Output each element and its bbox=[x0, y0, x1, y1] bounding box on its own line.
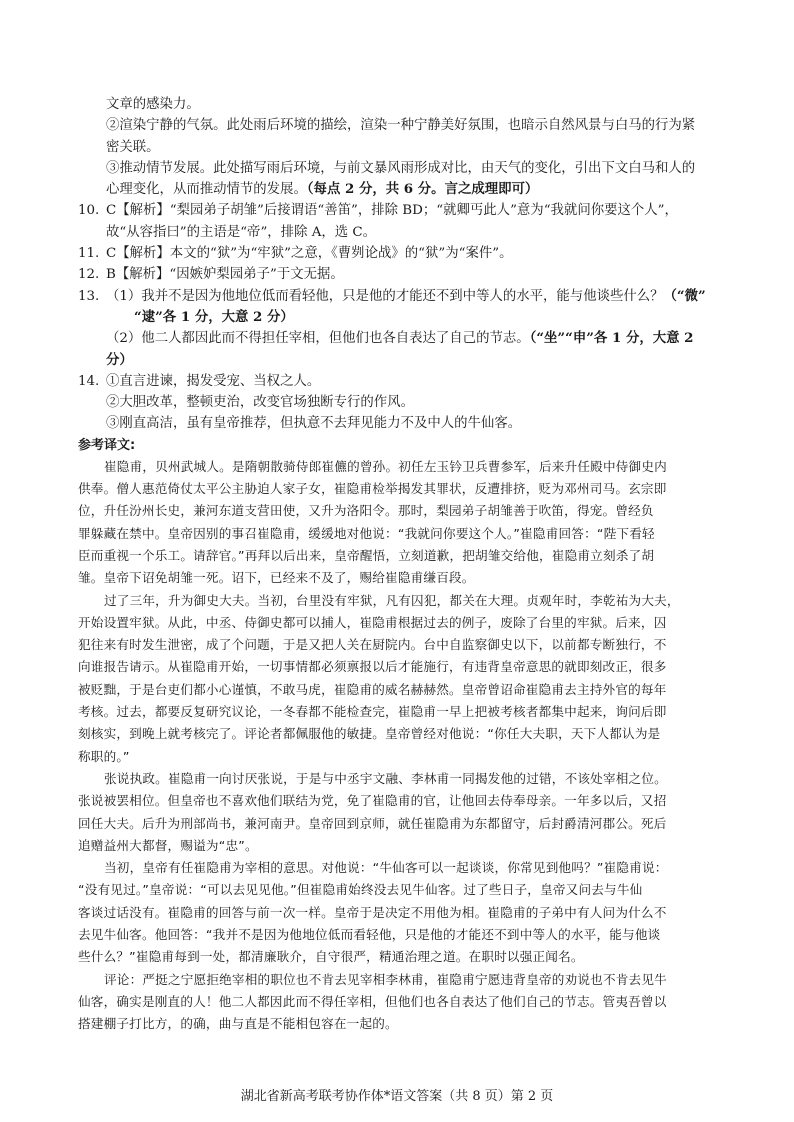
scoring-note: （“微” bbox=[663, 287, 706, 304]
text-line bbox=[106, 328, 726, 349]
translation-line: 过了三年，升为御史大夫。当初，台里没有牢狱，凡有囚犯，都关在大理。贞观年时，李乾祐为大夫， bbox=[104, 592, 680, 608]
text-line: 故“从容指曰”的主语是“帝”，排除 A，选 C。 bbox=[106, 224, 377, 240]
translation-line: 雏。皇帝下诏免胡雏一死。诏下，已经来不及了，赐给崔隐甫缣百段。 bbox=[78, 570, 475, 586]
question-number: 10. bbox=[78, 203, 100, 219]
translation-line: 考核。过去，都要反复研究议论，一冬春都不能检查完，崔隐甫一早上把被考核者都集中起来，询问后即 bbox=[78, 704, 667, 720]
page-footer: 湖北省新高考联考协作体*语文答案（共 8 页）第 2 页 bbox=[240, 1089, 554, 1104]
translation-line: 犯往来有时发生泄密，成了个问题，于是又把人关在厨院内。台中自监察御史以下，以前都专断独行，不 bbox=[78, 637, 667, 653]
translation-line: 崔隐甫，贝州武城人。是隋朝散骑侍郎崔儦的曾孙。初任左玉钤卫兵曹参军，后来升任殿中侍御史内 bbox=[104, 458, 667, 474]
text-span: （1）我并不是因为他地位低而看轻他，只是他的才能还不到中等人的水平，能与他谈些什么？ bbox=[106, 288, 664, 304]
translation-line: 供奉。僧人惠范倚仗太平公主胁迫人家子女，崔隐甫检举揭发其罪状，反遭排挤，贬为邓州司马。玄宗即 bbox=[78, 481, 667, 497]
scoring-note: （“坐”“申”各 1 分，大意 2 bbox=[529, 330, 694, 347]
translation-line: 客谈过话没有。崔隐甫的回答与前一次一样。皇帝于是决定不用他为相。崔隐甫的子弟中有人问为什么不 bbox=[78, 904, 667, 920]
translation-line: 去见牛仙客。他回答：“我并不是因为他地位低而看轻他，只是他的才能还不到中等人的水平，能与他谈 bbox=[78, 926, 661, 942]
text-line: 密关联。 bbox=[106, 139, 160, 155]
text-line: ②大胆改革，整顿吏治，改变官场独断专行的作风。 bbox=[106, 395, 414, 411]
translation-line: 追赠益州大都督，赐谥为“忠”。 bbox=[78, 837, 258, 853]
question-11 bbox=[78, 243, 726, 264]
question-13 bbox=[78, 286, 726, 371]
scoring-note: （每点 2 分，共 6 分。言之成理即可） bbox=[306, 181, 539, 198]
translation-heading: 参考译文: bbox=[78, 437, 136, 453]
text-line: B【解析】“因嫉妒梨园弟子”于文无据。 bbox=[106, 267, 344, 283]
scoring-note: “逮”各 1 分，大意 2 分） bbox=[134, 308, 294, 325]
translation-line: 张说执政。崔隐甫一向讨厌张说，于是与中丞宇文融、李林甫一同揭发他的过错，不该处宰相之位。 bbox=[104, 770, 667, 786]
text-line: ①直言进谏，揭发受宠、当权之人。 bbox=[106, 373, 321, 389]
translation-line: 些什么？”崔隐甫每到一处，都清廉耿介，自守很严，精通治理之道。在职时以强正闻名。 bbox=[78, 949, 584, 965]
text-line: ③刚直高洁，虽有皇帝推荐，但执意不去拜见能力不及中人的牛仙客。 bbox=[106, 416, 522, 432]
question-12 bbox=[78, 264, 726, 285]
translation-line: 位，升任汾州长史，兼河东道支营田使，又升为洛阳令。那时，梨园弟子胡雏善于吹笛，得宠。曾经负 bbox=[78, 503, 654, 519]
translation-line: 被贬黜，于是台吏们都小心谨慎，不敢马虎，崔隐甫的威名赫赫然。皇帝曾诏命崔隐甫去主持外官的每年 bbox=[78, 681, 667, 697]
translation-line: 搭建棚子打比方，的确，曲与直是不能相包容在一起的。 bbox=[78, 1016, 398, 1032]
text-line: ②渲染宁静的气氛。此处雨后环境的描绘，渲染一种宁静美好氛围，也暗示自然风景与白马的行为紧 bbox=[106, 118, 696, 134]
page-content bbox=[78, 94, 726, 1035]
translation-line: “没有见过。”皇帝说：“可以去见见他。”但崔隐甫始终没去见牛仙客。过了些日子，皇帝又问去与牛仙 bbox=[78, 882, 643, 898]
translation-line: 张说被罢相位。但皇帝也不喜欢他们联结为党，免了崔隐甫的官，让他回去侍奉母亲。一年多以后，又招 bbox=[78, 793, 667, 809]
text-line: C【解析】“梨园弟子胡雏”后接谓语“善笛”，排除 BD；“就卿丐此人”意为“我就问你要这个人”， bbox=[106, 203, 678, 219]
translation-line: 当初，皇帝有任崔隐甫为宰相的意思。对他说：“牛仙客可以一起谈谈，你常见到他吗？”崔隐甫说： bbox=[104, 860, 668, 876]
question-14 bbox=[78, 371, 726, 435]
question-10 bbox=[78, 200, 726, 243]
translation-body bbox=[78, 456, 726, 1036]
translation-line: 罪躲藏在禁中。皇帝因别的事召崔隐甫，缓缓地对他说：“我就问你要这个人。”崔隐甫回答：“陛下看轻 bbox=[78, 525, 655, 541]
question-number: 12. bbox=[78, 267, 100, 283]
translation-line: 评论：严挺之宁愿拒绝宰相的职位也不肯去见宰相李林甫，崔隐甫宁愿违背皇帝的劝说也不肯去见牛 bbox=[104, 971, 667, 987]
translation-line: 刻核实，到晚上就考核完了。评论者都佩服他的敏捷。皇帝曾经对他说：“你任大夫职，天下人都认为是 bbox=[78, 726, 661, 742]
text-line: 文章的感染力。 bbox=[106, 97, 200, 112]
translation-line: 称职的。” bbox=[78, 748, 130, 764]
translation-line: 臣而重视一个乐工。请辞官。”再拜以后出来，皇帝醒悟，立刻道歉，把胡雏交给他，崔隐甫立刻杀了胡 bbox=[78, 547, 655, 563]
scoring-note: 分） bbox=[106, 351, 133, 368]
text-line bbox=[78, 179, 726, 200]
translation-line: 向谁报告请示。从崔隐甫开始，一切事情都必须禀报以后才能施行，有违背皇帝意思的就即刻改正，很多 bbox=[78, 659, 667, 675]
question-number: 14. bbox=[78, 373, 100, 389]
text-span: 心理变化，从而推动情节的发展。 bbox=[106, 182, 307, 198]
question-number: 13. bbox=[78, 288, 100, 304]
text-span: （2）他二人都因此而不得担任宰相，但他们也各自表达了自己的节志。 bbox=[106, 331, 530, 347]
translation-line: 仙客，确实是刚直的人！他二人都因此而不得任宰相，但他们也各自表达了他们自己的节志。管夷吾曾以 bbox=[78, 993, 667, 1009]
translation-line: 开始设置牢狱。从此，中丞、侍御史都可以捕人，崔隐甫根据过去的例子，废除了台里的牢狱。后来，囚 bbox=[78, 614, 667, 630]
text-line: C【解析】本文的“狱”为“牢狱”之意，《曹刿论战》的“狱”为“案件”。 bbox=[106, 246, 513, 262]
translation-line: 回任大夫。后升为刑部尚书，兼河南尹。皇帝回到京师，就任崔隐甫为东都留守，后封爵清河郡公。死后 bbox=[78, 815, 667, 831]
question-number: 11. bbox=[78, 246, 100, 262]
text-line: ③推动情节发展。此处描写雨后环境，与前文暴风雨形成对比，由天气的变化，引出下文白马和人的 bbox=[106, 160, 696, 176]
text-line bbox=[106, 286, 726, 307]
